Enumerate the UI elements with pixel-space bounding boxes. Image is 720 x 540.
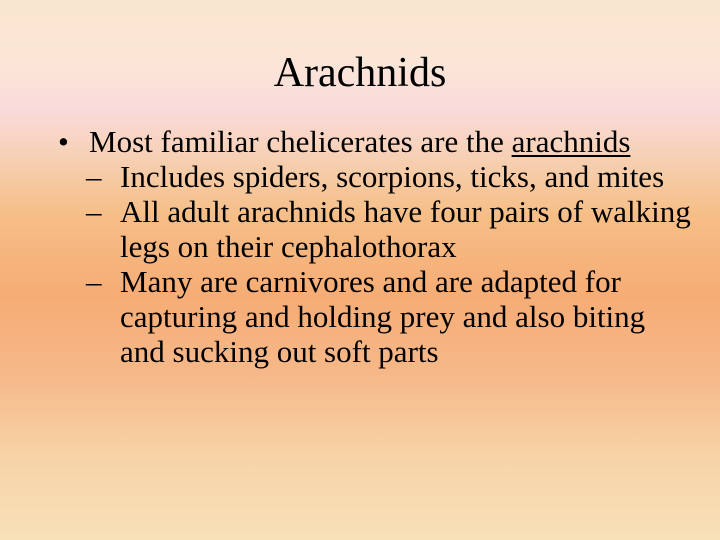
- sub-bullet-marker: –: [86, 159, 102, 194]
- sub-bullet-2: [56, 194, 696, 264]
- bullet-main-emphasis: arachnids: [511, 124, 631, 159]
- bullet-marker: •: [58, 124, 69, 159]
- sub-bullet-1: [56, 159, 696, 194]
- slide-body: [56, 124, 696, 369]
- bullet-main-text: Most familiar chelicerates are the: [89, 124, 512, 159]
- bullet-main: [56, 124, 696, 159]
- sub-bullet-text: Includes spiders, scorpions, ticks, and mites: [120, 159, 665, 194]
- slide-title: Arachnids: [273, 50, 447, 96]
- sub-bullet-marker: –: [86, 194, 102, 229]
- sub-bullet-marker: –: [86, 264, 102, 299]
- sub-bullet-text: All adult arachnids have four pairs of walking legs on their cephalothorax: [120, 194, 691, 264]
- sub-bullet-3: [56, 264, 696, 369]
- sub-bullet-text: Many are carnivores and are adapted for capturing and holding prey and also biting and sucking out soft parts: [120, 264, 646, 369]
